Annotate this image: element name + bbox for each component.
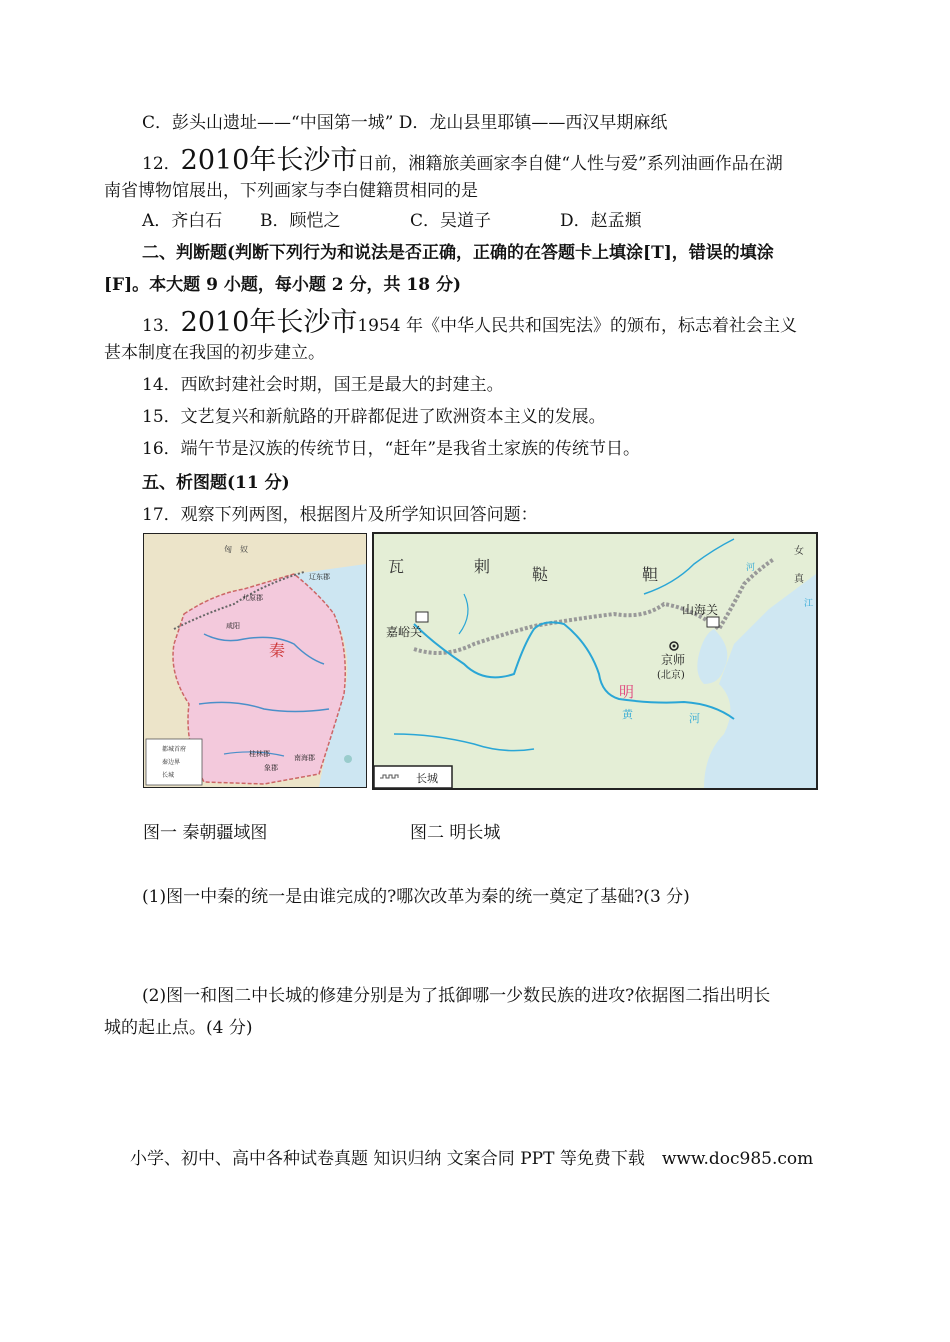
qin-map-svg bbox=[144, 534, 366, 787]
label-la: 剌 bbox=[474, 557, 491, 576]
question-13-continued: 甚本制度在我国的初步建立。 bbox=[104, 343, 325, 363]
ming-map-svg bbox=[374, 534, 816, 788]
option-a: A．齐白石 bbox=[142, 211, 223, 231]
label-xiang: 象郡 bbox=[264, 764, 278, 772]
label-wa: 瓦 bbox=[388, 557, 405, 576]
label-jiayuguan: 嘉峪关 bbox=[386, 625, 423, 639]
section-5-heading: 五、析图题(11 分) bbox=[142, 473, 290, 493]
section-2-heading: 二、判断题(判断下列行为和说法是否正确，正确的在答题卡上填涂[T]，错误的填涂 bbox=[142, 243, 774, 263]
label-jingshi: 京师 bbox=[661, 653, 686, 667]
wall-legend-icon bbox=[380, 775, 398, 778]
ming-wall-map bbox=[372, 532, 818, 790]
label-xianyang: 咸阳 bbox=[226, 622, 240, 630]
label-zhen: 真 bbox=[794, 574, 804, 585]
watermark-text: 2010年长沙市 bbox=[180, 307, 358, 338]
label-shanhaiguan: 山海关 bbox=[682, 603, 719, 617]
label-he: 河 bbox=[689, 712, 700, 725]
section-2-heading-cont: [F]。本大题 9 小题，每小题 2 分，共 18 分) bbox=[104, 275, 462, 295]
legend-wall: 长城 bbox=[162, 772, 175, 779]
jiayuguan-icon bbox=[416, 612, 428, 622]
label-xiongnu: 匈 奴 bbox=[224, 545, 248, 554]
question-number: 12． bbox=[142, 154, 181, 174]
label-jiuyuan: 九原郡 bbox=[242, 594, 263, 602]
caption-map1: 图一 秦朝疆域图 bbox=[143, 823, 268, 843]
label-qin: 秦 bbox=[269, 641, 286, 660]
shanhaiguan-icon bbox=[707, 617, 719, 627]
legend-wall-label: 长城 bbox=[416, 772, 438, 785]
qin-territory-map bbox=[143, 533, 367, 788]
option-line-cd: C．彭头山遗址——“中国第一城” D．龙山县里耶镇——西汉早期麻纸 bbox=[142, 113, 668, 133]
question-15: 15．文艺复兴和新航路的开辟都促进了欧洲资本主义的发展。 bbox=[142, 407, 606, 427]
label-liaodong: 辽东郡 bbox=[309, 573, 330, 581]
island bbox=[344, 755, 352, 763]
label-beijing: (北京) bbox=[657, 670, 685, 681]
question-text: 1954 年《中华人民共和国宪法》的颁布，标志着社会主义 bbox=[357, 316, 798, 336]
question-number: 13． bbox=[142, 316, 181, 336]
label-ming: 明 bbox=[619, 683, 635, 701]
question-17-2-continued: 城的起止点。(4 分) bbox=[104, 1018, 253, 1038]
label-da: 鞑 bbox=[532, 565, 549, 584]
question-12 bbox=[142, 140, 783, 182]
question-17-2: (2)图一和图二中长城的修建分别是为了抵御哪一少数民族的进攻?依据图二指出明长 bbox=[142, 986, 771, 1006]
label-he2: 河 bbox=[746, 563, 756, 573]
legend-border: 秦边界 bbox=[162, 759, 181, 766]
question-text: 日前，湘籍旅美画家李自健“人性与爱”系列油画作品在湖 bbox=[357, 154, 783, 174]
label-huang: 黄 bbox=[622, 708, 633, 721]
option-b: B．顾恺之 bbox=[260, 211, 341, 231]
question-16: 16．端午节是汉族的传统节日，“赶年”是我省土家族的传统节日。 bbox=[142, 439, 641, 459]
label-jiang: 江 bbox=[804, 599, 814, 609]
legend-capital: 都城首府 bbox=[162, 746, 187, 753]
watermark-text: 2010年长沙市 bbox=[180, 145, 358, 176]
question-14: 14．西欧封建社会时期，国王是最大的封建主。 bbox=[142, 375, 504, 395]
caption-map2: 图二 明长城 bbox=[410, 823, 501, 843]
label-nanhai: 南海郡 bbox=[294, 754, 315, 762]
label-guilin: 桂林郡 bbox=[249, 750, 270, 758]
question-12-options bbox=[142, 208, 642, 234]
page-footer: 小学、初中、高中各种试卷真题 知识归纳 文案合同 PPT 等免费下载 www.doc985.com bbox=[130, 1149, 814, 1169]
option-d: D．赵孟頫 bbox=[560, 211, 642, 231]
question-12-continued: 南省博物馆展出，下列画家与李白健籍贯相同的是 bbox=[104, 181, 478, 201]
label-nv: 女 bbox=[794, 546, 804, 557]
option-c: C．吴道子 bbox=[410, 211, 492, 231]
question-17: 17．观察下列两图，根据图片及所学知识回答问题： bbox=[142, 505, 538, 525]
question-13 bbox=[142, 302, 797, 344]
question-17-1: (1)图一中秦的统一是由谁完成的?哪次改革为秦的统一奠定了基础?(3 分) bbox=[142, 887, 690, 907]
label-dan: 靼 bbox=[642, 565, 659, 584]
capital-icon-dot bbox=[673, 645, 676, 648]
